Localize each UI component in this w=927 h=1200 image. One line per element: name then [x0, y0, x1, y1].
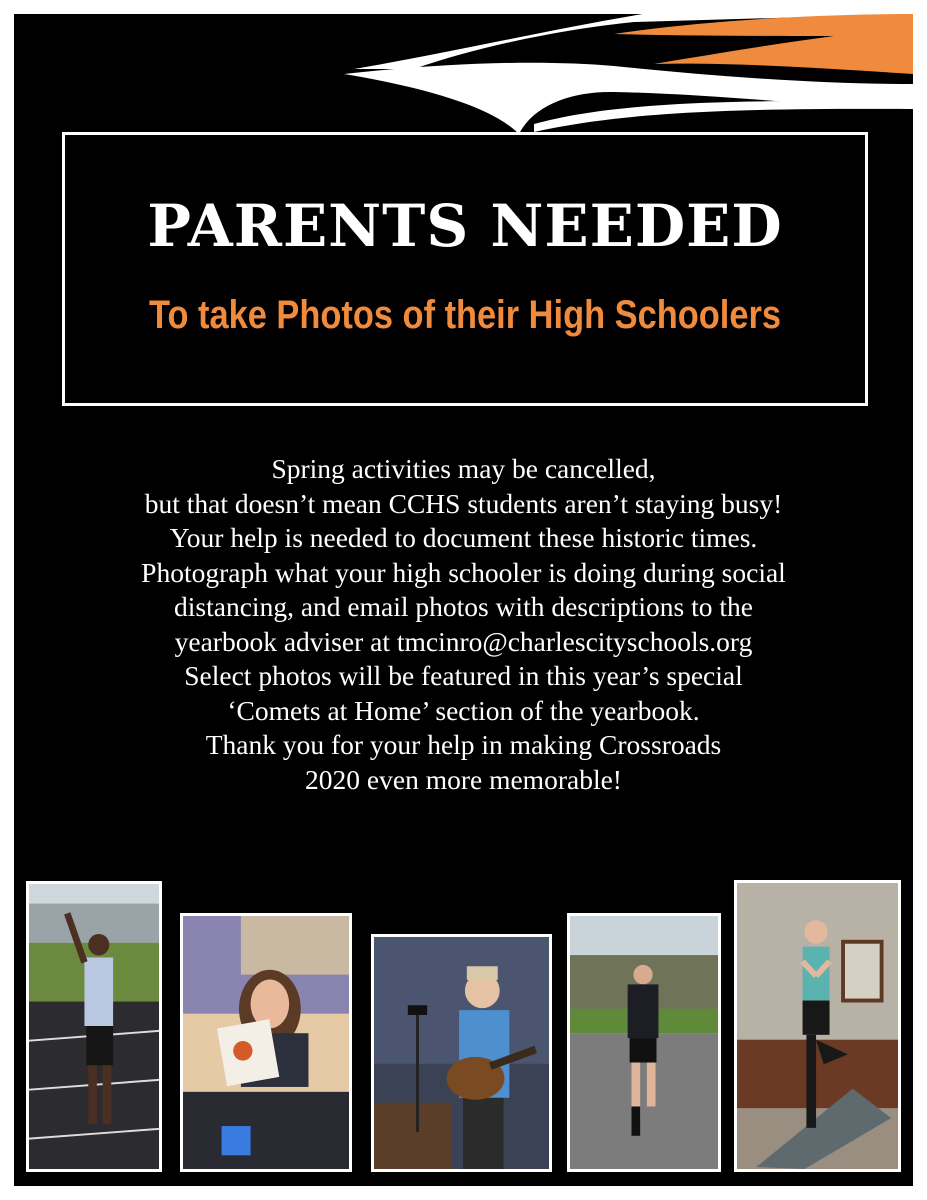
body-line: 2020 even more memorable! — [305, 763, 622, 795]
body-line: distancing, and email photos with descriptions to the — [174, 591, 753, 622]
headline-box — [62, 132, 868, 406]
flyer-body — [34, 452, 893, 797]
body-line: but that doesn’t mean CCHS students aren’t staying busy! — [144, 487, 783, 519]
flyer-poster — [14, 14, 913, 1186]
body-line: Select photos will be featured in this year’s special — [184, 660, 743, 691]
body-line: Photograph what your high schooler is doing during social — [141, 556, 786, 588]
student-photo-coloring — [180, 913, 352, 1172]
student-photo-track — [26, 881, 162, 1172]
body-line: Spring activities may be cancelled, — [271, 453, 656, 484]
body-line: Thank you for your help in making Crossroads — [205, 729, 722, 760]
flyer-title: PARENTS NEEDED — [147, 192, 783, 260]
body-line: Your help is needed to document these historic times. — [169, 522, 758, 553]
body-line: yearbook adviser at tmcinro@charlescityschools.org — [174, 625, 753, 657]
student-photo-guitar — [371, 934, 552, 1172]
body-line: ‘Comets at Home’ section of the yearbook. — [227, 694, 700, 726]
student-photo-running — [567, 913, 721, 1172]
student-photo-yoga — [734, 880, 901, 1172]
flyer-subtitle: To take Photos of their High Schoolers — [148, 293, 781, 337]
